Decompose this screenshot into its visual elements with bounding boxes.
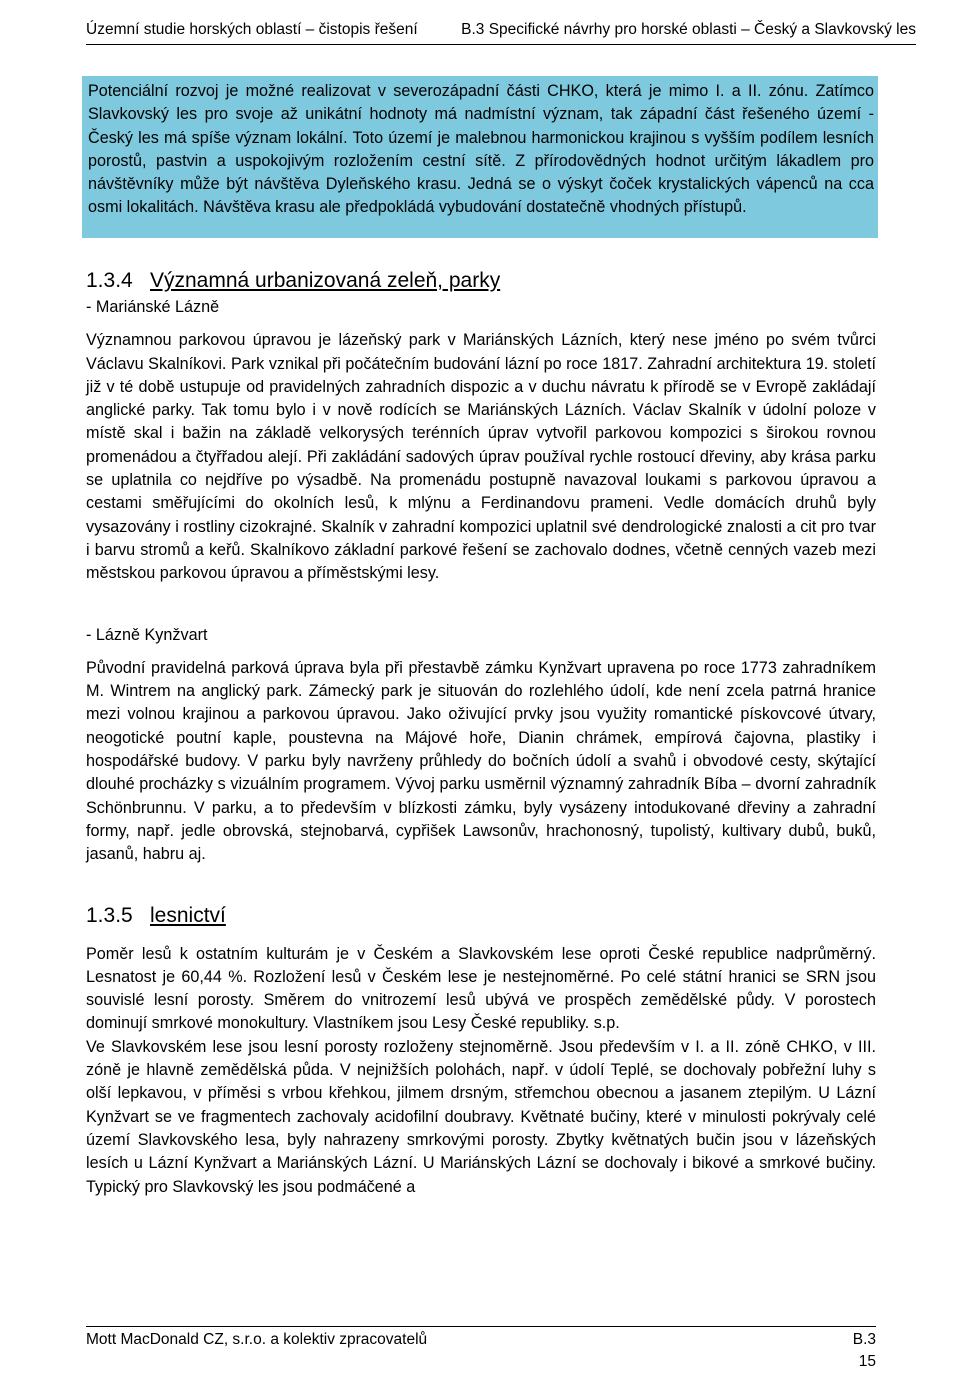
highlight-text: Potenciální rozvoj je možné realizovat v severozápadní části CHKO, která je mimo I. a II. zónu. Zatímco Slavkovský les pro svoje až unikátní hodnoty má nadmístní význam, tak západní část řešeného území - Český les má spíše význam lokální. Toto území je malebnou harmonickou krajinou s vyšším podílem lesních porostů, pastvin a uspokojivým rozložením cestní sítě. Z přírodovědných hodnot určitým lákadlem pro návštěvníky může být návštěva Dyleňského krasu. Jedná se o výskyt čoček krystalických vápenců na cca osmi lokalitách. Návštěva krasu ale předpokládá vybudování dostatečně vhodných přístupů. — [88, 82, 874, 217]
paragraph-lesnictvi-2: Ve Slavkovském lese jsou lesní porosty rozloženy stejnoměrně. Jsou především v I. a II. zóně CHKO, v III. zóně je hlavně zemědělská půda. V nejnižších polohách, např. v údolí Teplé, se dochovaly pobřežní luhy s olší lepkavou, v příměsi s vrbou křehkou, jilmem drsným, střemchou obecnou a jasanem ztepilým. U Lázní Kynžvart se ve fragmentech zachovaly acidofilní doubravy. Květnaté bučiny, které v minulosti pokrývaly celé území Slavkovského lesa, byly nahrazeny smrkovými porosty. Zbytky květnatých bučin jsou v lázeňských lesích u Lázní Kynžvart a Mariánských Lázní. U Mariánských Lázní se dochovaly i bikové a smrkové bučiny. Typický pro Slavkovský les jsou podmáčené a — [86, 1037, 876, 1196]
section-title: Významná urbanizovaná zeleň, parky — [150, 269, 501, 292]
page-number: 15 — [858, 1353, 876, 1370]
page-header — [86, 18, 916, 45]
page-footer — [86, 1326, 876, 1370]
paragraph-lazne-kynzvart: Původní pravidelná parková úprava byla při přestavbě zámku Kynžvart upravena po roce 1773 zahradníkem M. Wintrem na anglický park. Zámecký park je situován do rozlehlého údolí, kde není zcela patrná hranice mezi volnou krajinou a parkovou úpravou. Jako oživující prvky jsou využity romantické pískovcové útvary, neogotické poutní kaple, poustevna na Májové hoře, Dianin chrámek, empírová čajovna, plastiky i hospodářské budovy. V parku byly navrženy průhledy do bočních údolí a svahů i obvodové cesty, skýtající dlouhé procházky s vizuálním programem. Vývoj parku usměrnil významný zahradník Bíba – dvorní zahradník Schönbrunnu. V parku, a to především v blízkosti zámku, byly vysázeny intodukované dřeviny a zahradní formy, např. jedle obrovská, stejnobarvá, cypřišek Lawsonův, hrachonosný, tupolistý, kultivary dubů, buků, jasanů, habru aj. — [86, 658, 876, 864]
section-heading-1-3-4 — [86, 266, 876, 296]
section-title: lesnictví — [150, 903, 226, 927]
footer-page-info — [853, 1329, 876, 1373]
section-heading-1-3-5 — [86, 901, 876, 931]
footer-author: Mott MacDonald CZ, s.r.o. a kolektiv zpracovatelů — [86, 1331, 428, 1348]
main-content — [86, 266, 876, 1199]
section-number: 1.3.5 — [86, 903, 133, 927]
section-number: 1.3.4 — [86, 269, 133, 292]
footer-section: B.3 — [852, 1331, 876, 1348]
highlight-box — [82, 76, 878, 238]
header-right: B.3 Specifické návrhy pro horské oblasti – Český a Slavkovský les — [461, 21, 916, 38]
paragraph-lesnictvi-1: Poměr lesů k ostatním kulturám je v Českém a Slavkovském lese oproti České republice nadprůměrný. Lesnatost je 60,44 %. Rozložení lesů v Českém lese je nestejnoměrné. Po celé státní hranici se SRN jsou souvislé lesní porosty. Směrem do vnitrozemí lesů ubývá ve prospěch zemědělské půdy. V porostech dominují smrkové monokultury. Vlastníkem jsou Lesy České republiky. s.p. — [86, 944, 876, 1033]
paragraph-marianske-lazne: Významnou parkovou úpravou je lázeňský park v Mariánských Lázních, který nese jméno po svém tvůrci Václavu Skalníkovi. Park vznikal při počátečním budování lázní po roce 1817. Zahradní architektura 19. století již v té době ustupuje od pravidelných zahradních dispozic a v duchu návratu k přírodě se v Evropě zakládají anglické parky. Tak tomu bylo i v nově rodících se Mariánských Lázních. Václav Skalník v údolní poloze v místě skal i bažin na základě velkorysých terénních úprav vytvořil parkovou kompozici s širokou rovnou promenádou a čtyřřadou alejí. Při zakládání sadových úprav používal rychle rostoucí dřeviny, aby krása parku se uplatnila co nejdříve po výsadbě. Na promenádu postupně navazoval loukami s parkovou úpravou a cestami směřujícími do okolních lesů, k mlýnu a Ferdinandovu prameni. Vedle domácích druhů byly vysazovány i rostliny cizokrajné. Skalník v zahradní kompozici uplatnil své dendrologické znalosti a cit pro tvar i barvu stromů a keřů. Skalníkovo základní parkové řešení se zachovalo dodnes, včetně cenných vazeb mezi městskou parkovou úpravou a příměstskými lesy. — [86, 331, 876, 583]
subheading-lazne-kynzvart: - Lázně Kynžvart — [86, 625, 208, 644]
header-left: Územní studie horských oblastí – čistopis řešení — [86, 21, 418, 38]
subheading-marianske-lazne: - Mariánské Lázně — [86, 298, 220, 316]
